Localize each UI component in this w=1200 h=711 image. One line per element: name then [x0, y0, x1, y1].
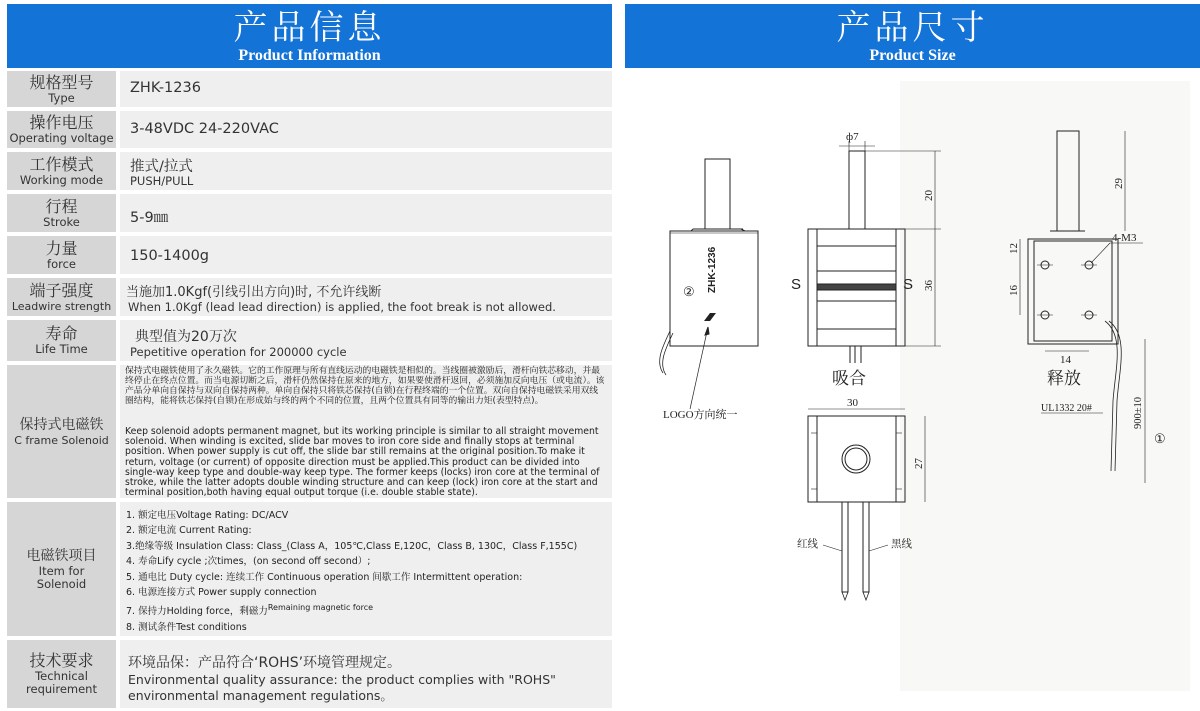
list-item: 8. 测试条件Test conditions	[126, 622, 247, 633]
shaft-dimension-label: 29	[1113, 178, 1125, 189]
list-item: 3.绝缘等级 Insulation Class: Class_(Class A，105℃,Class E,120C，Class B, 130C，Class F,155C)	[126, 540, 578, 552]
label-cn: 端子强度	[29, 280, 94, 300]
label-cn: 技术要求	[29, 651, 94, 670]
row-leadwire-strength	[7, 278, 612, 316]
dimension-16-label: 16	[1008, 285, 1020, 296]
item-list	[126, 508, 577, 635]
label-en: Leadwire strength	[11, 299, 112, 313]
value-cn: 当施加1.0Kgf(引线引出方向)时, 不允许线断	[126, 285, 382, 300]
row-technical-requirement	[7, 640, 612, 708]
value-cn: 推式/拉式	[130, 159, 193, 175]
row-value	[120, 71, 612, 107]
list-item: 4. 寿命Lify cycle ;次times，(on second off second）;	[126, 556, 371, 568]
row-label	[7, 365, 116, 498]
banner-title-cn: 产品尺寸	[836, 8, 989, 48]
value-en: PUSH/PULL	[130, 174, 194, 188]
list-item	[126, 600, 577, 620]
value-text: ZHK-1236	[130, 80, 201, 96]
circle-label: ①	[1154, 431, 1166, 446]
row-c-frame-solenoid	[7, 365, 612, 498]
row-label	[7, 278, 116, 316]
row-label	[7, 640, 116, 708]
red-wire-label: 红线	[797, 539, 818, 550]
list-item: 5. 通电比 Duty cycle: 连续工作 Continuous operation 间歇工作 Intermittent operation:	[126, 571, 523, 583]
row-value	[120, 111, 612, 148]
row-item-for-solenoid	[7, 502, 612, 636]
value-en: Pepetitive operation for 200000 cycle	[130, 345, 347, 359]
screw-label: 4-M3	[1112, 232, 1137, 244]
value-text: 150-1400g	[130, 248, 210, 264]
label-cn: 保持式电磁铁	[19, 417, 104, 433]
label-cn: 寿命	[45, 324, 78, 343]
logo-icon	[704, 313, 716, 321]
label-en: force	[47, 256, 76, 271]
dimension-12-label: 12	[1008, 243, 1020, 254]
value-text: 5-9㎜	[130, 210, 169, 226]
label-en: Solenoid	[36, 577, 87, 591]
label-cn: 工作模式	[29, 154, 94, 174]
row-label	[7, 152, 116, 190]
row-label	[7, 320, 116, 361]
description-en: Keep solenoid adopts permanent magnet, but its working principle is similar to all straight movement solenoid. When winding is excited, slide bar moves to iron core side and finally stops at terminal position. When power supply is cut off, the slide bar still remains at the original position.To make it return, voltage (or current) of opposite direction must be applied.This product can be divided into single-way keep type and double-way keep type. The former keeps (locks) iron core at the terminal of stroke, while the latter adopts double winding structure and can keep (lock) iron core at the start and terminal position,both having equal output torque (i.e. double stable state).	[125, 426, 600, 499]
list-item: 2. 额定电流 Current Rating:	[126, 525, 252, 537]
label-en: Stroke	[43, 214, 80, 229]
diameter-label: ф7	[846, 131, 859, 143]
wire-length-label: 900±10	[1133, 396, 1144, 429]
row-value	[120, 194, 612, 232]
released-caption: 释放	[1047, 369, 1081, 389]
label-en: Life Time	[35, 342, 88, 356]
row-working-mode	[7, 152, 612, 190]
label-en: Item for	[38, 564, 85, 578]
row-label	[7, 502, 116, 636]
circle-label: ②	[683, 284, 695, 299]
row-force	[7, 236, 612, 274]
black-wire-label: 黑线	[891, 539, 912, 550]
model-label: ZHK-1236	[707, 246, 718, 293]
row-type	[7, 71, 612, 107]
banner-title-en: Product Size	[869, 47, 956, 64]
engaged-caption: 吸合	[832, 369, 866, 389]
list-item: 6. 电源连接方式 Power supply connection	[126, 587, 317, 599]
label-cn: 行程	[45, 196, 78, 216]
list-item-sup: Remaining magnetic force	[267, 603, 374, 613]
value-cn: 典型值为20万次	[135, 329, 237, 345]
row-label	[7, 194, 116, 232]
label-cn: 电磁铁项目	[26, 548, 97, 564]
height-dimension-label: 27	[913, 458, 925, 469]
row-value	[120, 278, 612, 316]
product-information-banner	[7, 4, 612, 68]
value-en: environmental management regulations。	[128, 688, 393, 703]
label-cn: 操作电压	[29, 113, 94, 132]
list-item-text: 7. 保持力Holding force，剩磁力	[126, 606, 268, 618]
product-size-banner	[625, 4, 1200, 68]
shaft-dimension-label: 20	[923, 190, 935, 201]
label-en: Technical	[35, 669, 88, 683]
label-en: C frame Solenoid	[14, 434, 109, 447]
banner-title-cn: 产品信息	[233, 8, 386, 48]
row-value	[120, 365, 612, 498]
pole-label-right: S	[903, 276, 914, 293]
row-value	[120, 236, 612, 274]
row-label	[7, 71, 116, 107]
value-cn: 环境品保：产品符合‘ROHS’环境管理规定。	[128, 655, 402, 671]
pole-label-left: S	[791, 276, 802, 293]
body-dimension-label: 36	[923, 280, 935, 291]
row-voltage	[7, 111, 612, 148]
row-value	[120, 320, 612, 361]
wire-spec-label: UL1332 20#	[1041, 403, 1092, 414]
banner-title-en: Product Information	[238, 47, 381, 64]
label-en: Operating voltage	[9, 131, 114, 145]
label-en: Working mode	[19, 172, 104, 187]
value-en: Environmental quality assurance: the product complies with "ROHS"	[128, 672, 556, 687]
value-text: 3-48VDC 24-220VAC	[130, 121, 279, 137]
left-view	[660, 159, 758, 421]
row-value	[120, 502, 612, 636]
row-label	[7, 111, 116, 148]
label-en: requirement	[26, 682, 97, 696]
dimension-14-label: 14	[1060, 354, 1071, 366]
logo-direction-label: LOGO方向统一	[663, 409, 738, 421]
label-cn: 规格型号	[29, 72, 94, 92]
label-en: Type	[48, 90, 75, 105]
row-stroke	[7, 194, 612, 232]
list-item: 1. 额定电压Voltage Rating: DC/ACV	[126, 510, 289, 521]
value-en: When 1.0Kgf (lead lead direction) is applied, the foot break is not allowed.	[128, 300, 556, 314]
row-label	[7, 236, 116, 274]
row-value	[120, 152, 612, 190]
row-value	[120, 640, 612, 708]
description-cn: 保持式电磁铁使用了永久磁铁。它的工作原理与所有直线运动的电磁铁是相似的。当线圈被激励后，滑杆向铁芯移动，并最终停止在终点位置。而当电源切断之后，滑杆仍然保持在原来的地方，如果要使滑杆返回，必须施加反向电压（或电流）。该产品分单向自保持与双向自保持两种。单向自保持只将铁芯保持(自锁)在行程终端的一个位置。双向自保持电磁铁采用双线圈结构，能将铁芯保持(自锁)在形成始与终的两个不同的位置，且两个位置具有同等的输出力矩(表型特点)。	[125, 366, 605, 406]
label-cn: 力量	[45, 238, 78, 258]
width-dimension-label: 30	[847, 397, 858, 409]
dimension-drawing	[625, 71, 1200, 711]
row-life-time	[7, 320, 612, 361]
